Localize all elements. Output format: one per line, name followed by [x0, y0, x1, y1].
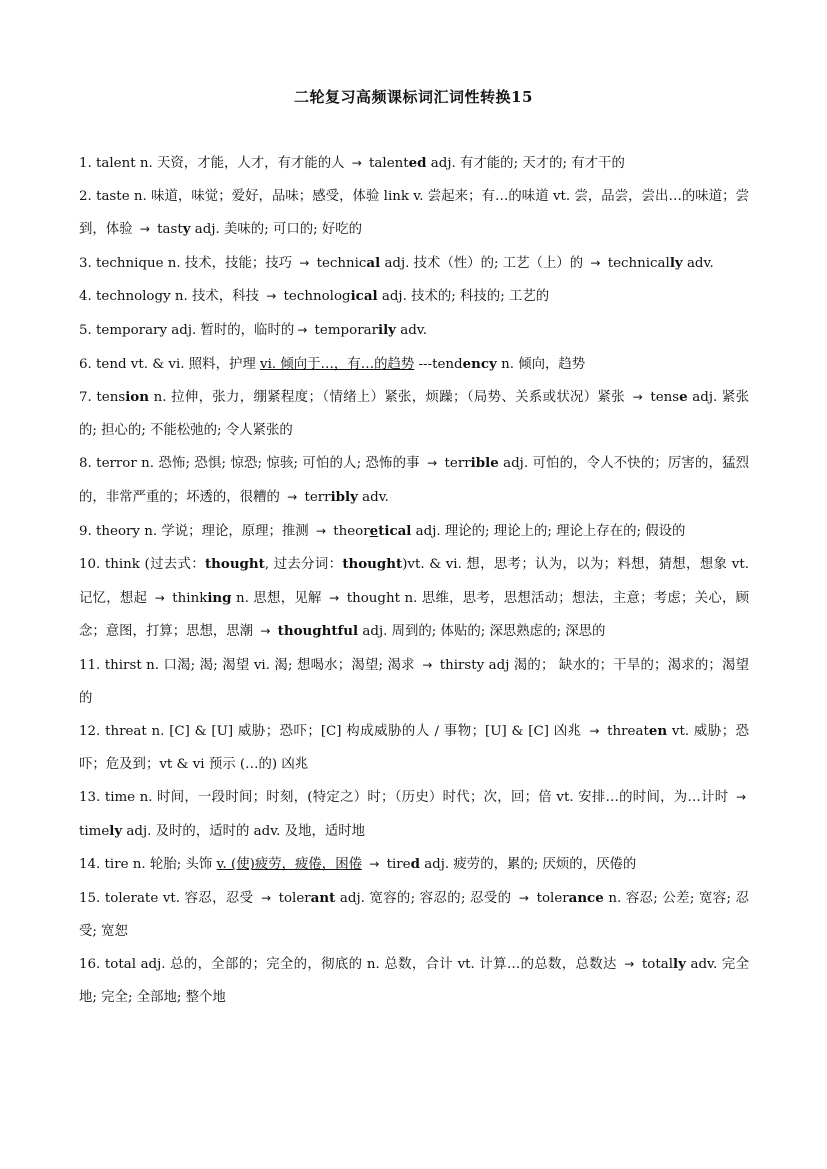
entry-text: tire [382, 857, 411, 873]
entry-text: v. (使)疲劳，疲倦，困倦 [216, 857, 362, 873]
suffix-highlight: ible [470, 455, 499, 472]
entry-text: threat [602, 724, 649, 740]
suffix-highlight: ing [207, 589, 232, 606]
vocab-entry [79, 247, 749, 281]
vocab-entry [79, 381, 749, 447]
arrow-icon: → [260, 624, 271, 639]
entry-text: adv. [357, 489, 389, 505]
entry-text: n. 倾向，趋势 [496, 356, 586, 372]
arrow-icon: → [299, 255, 310, 270]
entry-text: adj. 可怕的，令人不快的；厉害的，猛烈的，非常严重的；坏透的，很糟的 [79, 456, 749, 505]
arrow-icon: → [154, 590, 165, 605]
vocab-entry [79, 548, 749, 649]
arrow-icon: → [329, 590, 340, 605]
suffix-highlight: al [366, 254, 381, 271]
entry-text: tast [152, 222, 183, 238]
suffix-highlight: e [369, 522, 379, 539]
entry-text: n. 拉伸，张力，绷紧程度；（情绪上）紧张，烦躁；（局势、关系或状况）紧张 [148, 390, 630, 406]
entry-text: terr [440, 456, 471, 472]
suffix-highlight: y [182, 221, 191, 238]
arrow-icon: → [589, 724, 600, 739]
suffix-highlight: tical [378, 522, 412, 539]
vocab-entry [79, 147, 749, 181]
entry-text: thought n. 思维，思考，思想活动；想法，主意；考虑；关心，顾念；意图，打算；思想，思潮 [79, 590, 749, 640]
entry-text: technical [603, 255, 670, 271]
vocab-entry [79, 882, 749, 948]
entry-text: adj. 周到的; 体贴的; 深思熟虑的; 深思的 [358, 624, 606, 640]
entry-text: 16. total adj. 总的，全部的；完全的，彻底的 n. 总数，合计 vt. 计算…的总数，总数达 [79, 957, 622, 973]
vocab-entry [79, 280, 749, 314]
entry-text: temporar [310, 322, 378, 338]
entry-text: adj. 及时的，适时的 adv. 及地，适时地 [122, 823, 366, 839]
arrow-icon: → [297, 322, 308, 337]
vocab-entry [79, 181, 749, 247]
entry-text: adj. 宽容的; 容忍的; 忍受的 [335, 891, 516, 907]
arrow-icon: → [287, 489, 298, 504]
entry-text: 3. technique n. 技术，技能；技巧 [79, 255, 297, 271]
arrow-icon: → [427, 456, 438, 471]
arrow-icon: → [632, 390, 643, 405]
entry-text: adj. 美味的; 可口的; 好吃的 [190, 222, 363, 238]
vocab-entry [79, 515, 749, 549]
entry-text: 14. tire n. 轮胎; 头饰 [79, 857, 217, 873]
entry-text: , 过去分词： [264, 557, 343, 573]
entry-text: tens [645, 390, 680, 406]
entry-text: n. 容忍; 公差; 宽容; 忍受; 宽恕 [79, 891, 749, 939]
entry-text: adv. 完全地; 完全; 全部地; 整个地 [79, 957, 749, 1005]
entry-text: technolog [279, 289, 351, 305]
entry-text: adj. 紧张的; 担心的; 不能松弛的; 令人紧张的 [79, 390, 750, 438]
entry-text: thirsty adj 渴的； 缺水的；干旱的；渴求的；渴望的 [79, 657, 749, 706]
entry-text: terr [300, 489, 331, 505]
arrow-icon: → [266, 289, 277, 304]
suffix-highlight: thought [204, 556, 265, 573]
entry-text: toler [531, 891, 569, 907]
vocab-entry [79, 649, 749, 715]
suffix-highlight: ly [673, 956, 686, 973]
entry-text: adj. 疲劳的，累的; 厌烦的，厌倦的 [419, 857, 637, 873]
arrow-icon: → [315, 523, 326, 538]
entry-text: 7. tens [79, 390, 126, 406]
suffix-highlight: thought [342, 556, 403, 573]
suffix-highlight: ant [310, 890, 336, 907]
entry-text: 1. talent n. 天资，才能，人才，有才能的人 [79, 156, 349, 171]
suffix-highlight: ly [109, 822, 123, 839]
arrow-icon: → [351, 156, 362, 170]
entry-text: ---tend [414, 356, 463, 372]
entry-text: vi. 倾向于…，有…的趋势 [260, 356, 415, 372]
suffix-highlight: ance [568, 890, 604, 907]
suffix-highlight: ibly [330, 488, 358, 505]
suffix-highlight: d [410, 856, 420, 873]
vocab-entry [79, 781, 749, 848]
arrow-icon: → [735, 790, 746, 805]
vocab-entry [79, 715, 749, 781]
entry-text: n. 思想，见解 [231, 590, 327, 606]
entry-text: 5. temporary adj. 暂时的，临时的 [79, 322, 295, 338]
entry-text: 6. tend vt. & vi. 照料，护理 [79, 356, 260, 372]
arrow-icon: → [624, 957, 635, 972]
entry-text: 9. theory n. 学说；理论，原理；推测 [79, 523, 313, 539]
suffix-highlight: ily [377, 321, 396, 338]
suffix-highlight: ency [462, 355, 497, 372]
arrow-icon: → [260, 891, 272, 906]
entry-text: adv. [682, 255, 714, 271]
vocab-entry [79, 447, 749, 514]
entry-text: adj. 理论的; 理论上的; 理论上存在的; 假设的 [411, 523, 686, 539]
suffix-highlight: ly [669, 254, 683, 271]
entry-text: theor [329, 523, 370, 539]
entry-text: total [637, 957, 674, 973]
entry-text: 2. taste n. 味道，味觉；爱好，品味；感受，体验 link v. 尝起来；有…的味道 vt. 尝，品尝，尝出…的味道；尝到，体验 [79, 188, 749, 238]
page-title: 二轮复习高频课标词汇词性转换15 [294, 88, 533, 106]
entry-text: talent [364, 156, 409, 171]
entry-text: adj. 技术的; 科技的; 工艺的 [377, 289, 550, 305]
entry-text: think [167, 590, 208, 606]
entry-text: 15. tolerate vt. 容忍，忍受 [79, 891, 258, 907]
entry-text: 13. time n. 时间，一段时间；时刻，(特定之）时；（历史）时代；次，回；倍 vt. 安排…的时间，为…计时 [79, 790, 733, 806]
entry-text: vt. 威胁；恐吓；危及到；vt & vi 预示 (…的) 凶兆 [79, 724, 750, 772]
suffix-highlight: en [648, 723, 668, 740]
entry-text: 11. thirst n. 口渴; 渴; 渴望 vi. 渴; 想喝水；渴望; 渴求 [79, 657, 420, 673]
entry-text: adv. [395, 322, 427, 338]
entry-text: 10. think (过去式： [79, 557, 205, 573]
entry-text: adj. 有才能的; 天才的; 有才干的 [426, 156, 625, 171]
entry-text: 4. technology n. 技术，科技 [79, 289, 264, 305]
arrow-icon: → [422, 657, 433, 672]
entry-text: adj. 技术（性）的; 工艺（上）的 [380, 255, 588, 271]
entry-text: technic [312, 255, 367, 271]
entry-text: 8. terror n. 恐怖; 恐惧; 惊恐; 惊骇; 可怕的人; 恐怖的事 [79, 456, 425, 472]
suffix-highlight: e [679, 389, 688, 406]
arrow-icon: → [139, 222, 150, 237]
vocab-entry [79, 348, 749, 382]
vocab-entry [79, 848, 749, 882]
arrow-icon: → [369, 857, 380, 872]
suffix-highlight: ed [408, 155, 427, 171]
entry-text: toler [274, 891, 311, 907]
arrow-icon: → [590, 255, 601, 270]
suffix-highlight: ion [125, 389, 149, 406]
entry-text: 12. threat n. [C] & [U] 威胁；恐吓；[C] 构成威胁的人 / 事物；[U] & [C] 凶兆 [79, 724, 587, 740]
suffix-highlight: thoughtful [277, 623, 359, 640]
vocab-entry [79, 314, 749, 348]
entry-text: time [79, 823, 110, 839]
entry-text: )vt. & vi. 想，思考；认为，以为；料想，猜想，想象 vt. 记忆，想起 [79, 557, 749, 606]
vocabulary-list [79, 147, 749, 1014]
suffix-highlight: ical [350, 288, 378, 305]
arrow-icon: → [518, 891, 529, 906]
vocab-entry [79, 948, 749, 1014]
